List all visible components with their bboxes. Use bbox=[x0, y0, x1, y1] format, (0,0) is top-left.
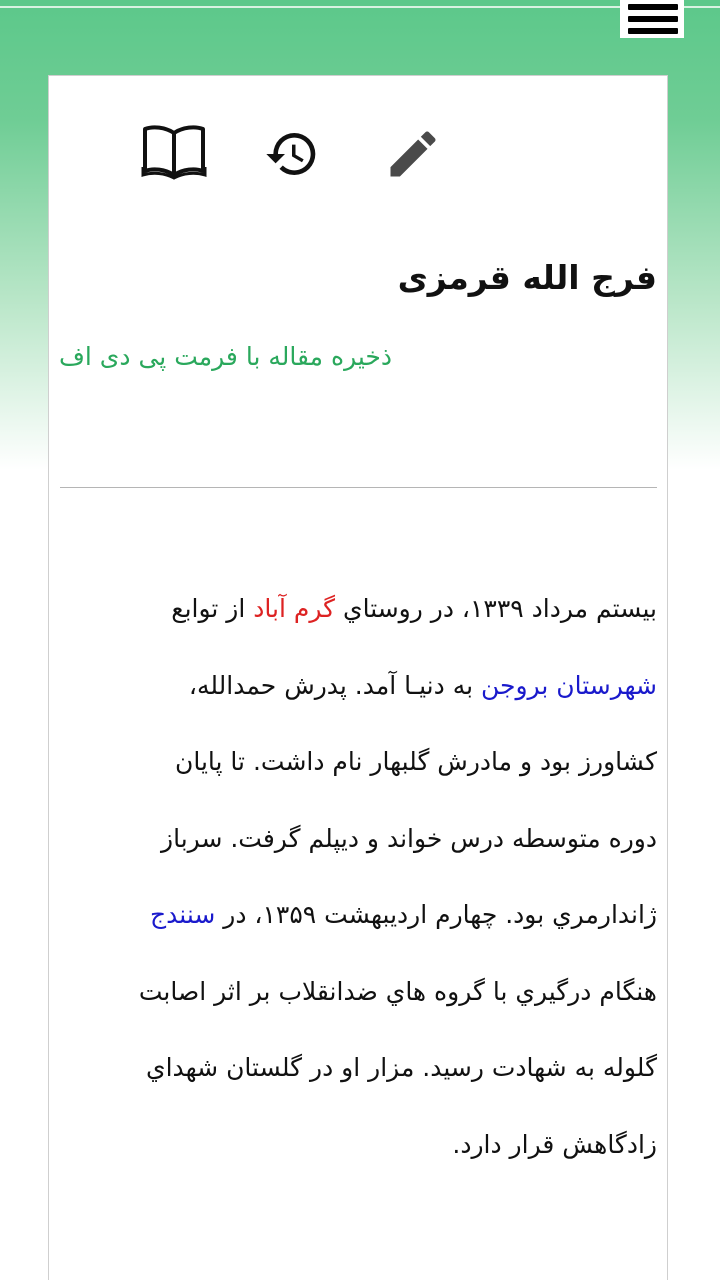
history-button[interactable] bbox=[264, 126, 320, 182]
status-strip bbox=[0, 6, 720, 8]
pencil-icon bbox=[383, 124, 443, 184]
edit-button[interactable] bbox=[383, 124, 443, 184]
article-line: گلوله به شهادت رسید. مزار او در گلستان شهداي bbox=[146, 1053, 657, 1082]
article-line: هنگام درگیري با گروه هاي ضدانقلاب بر اثر اصابت bbox=[138, 976, 657, 1006]
open-book-icon bbox=[141, 121, 207, 181]
page-title: فرج الله قرمزی bbox=[397, 258, 657, 297]
divider bbox=[60, 487, 657, 488]
read-button[interactable] bbox=[141, 121, 207, 181]
menu-button[interactable] bbox=[620, 0, 684, 38]
article-line: ژاندارمري بود. چهارم اردیبهشت ۱۳۵۹، در سنندج bbox=[150, 900, 657, 929]
link-garm-abad[interactable]: گرم آباد bbox=[253, 594, 336, 623]
article-line: بیستم مرداد ۱۳۳۹، در روستاي گرم آباد از توابع bbox=[171, 594, 657, 623]
article-line: زادگاهش قرار دارد. bbox=[452, 1129, 657, 1159]
save-pdf-link[interactable]: ذخیره مقاله با فرمت پی دی اف bbox=[59, 342, 392, 371]
article-line: کشاورز بود و مادرش گلبهار نام داشت. تا پایان bbox=[174, 747, 657, 776]
link-sanandaj[interactable]: سنندج bbox=[150, 900, 216, 929]
article-card bbox=[48, 75, 668, 1280]
article-line: شهرستان بروجن به دنیـا آمد. پدرش حمدالله، bbox=[188, 670, 657, 700]
history-icon bbox=[264, 126, 320, 182]
article-body bbox=[63, 571, 657, 1183]
article-line: دوره متوسطه درس خواند و دیپلم گرفت. سرباز bbox=[161, 823, 657, 853]
link-borujen-county[interactable]: شهرستان بروجن bbox=[481, 670, 657, 700]
